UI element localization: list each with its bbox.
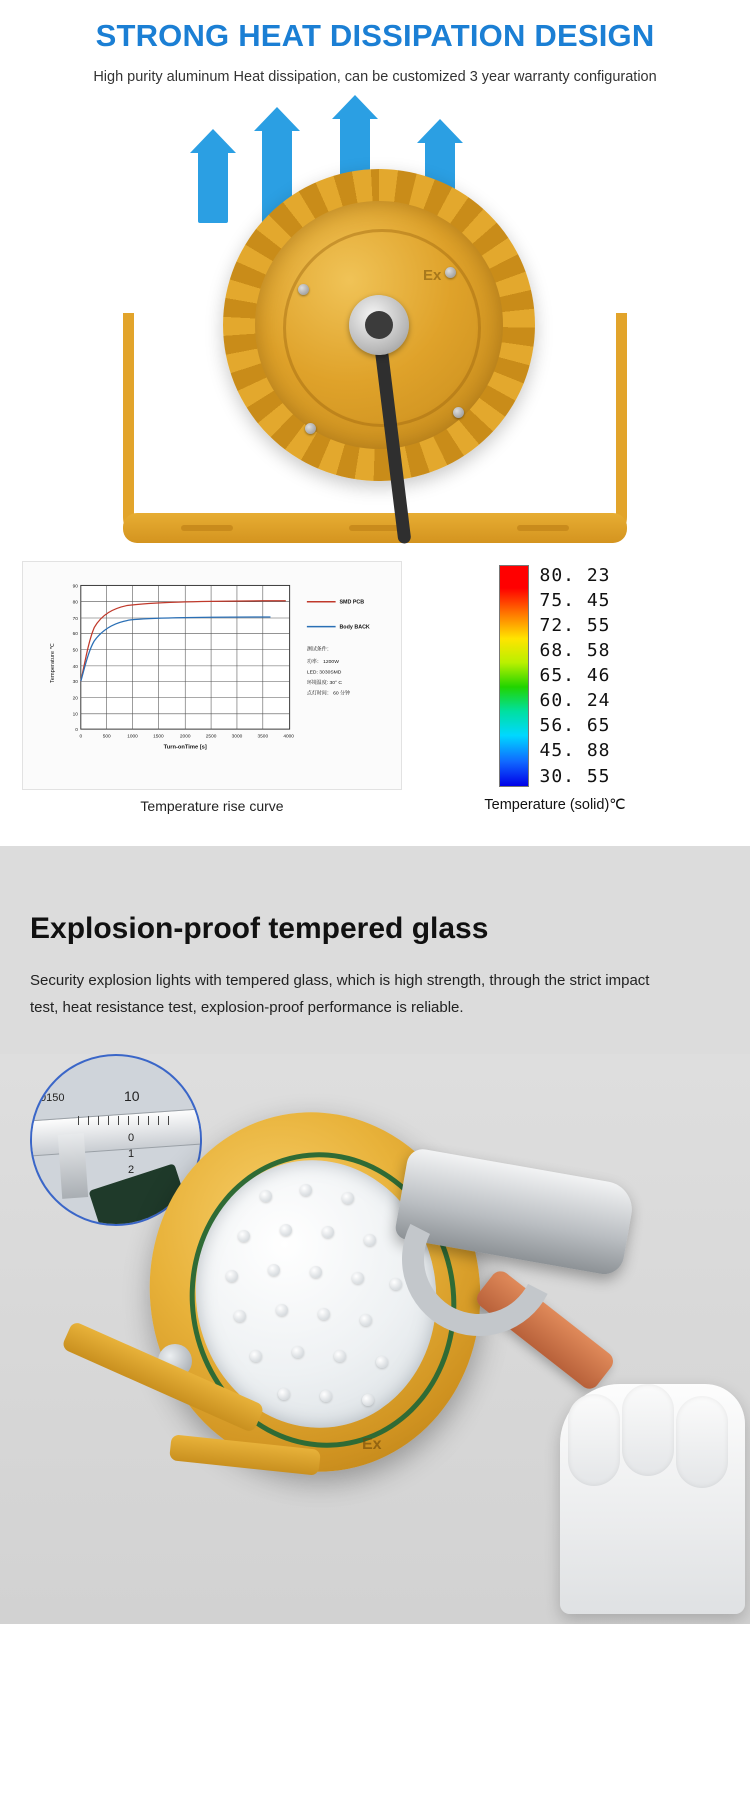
ex-mark-label-2: Ex [362, 1435, 382, 1453]
svg-text:70: 70 [72, 616, 78, 622]
svg-text:4000: 4000 [283, 734, 294, 740]
chart-svg [31, 570, 395, 780]
svg-text:SMD PCB: SMD PCB [339, 599, 365, 606]
svg-text:点灯时间： 60 分钟: 点灯时间： 60 分钟 [306, 690, 350, 697]
led-chip [292, 1346, 304, 1358]
temperature-scale-caption: Temperature (solid)℃ [484, 796, 626, 813]
svg-text:20: 20 [72, 695, 78, 701]
section-one-title: STRONG HEAT DISSIPATION DESIGN [95, 18, 655, 53]
tempered-glass-section [0, 846, 750, 1624]
heat-dissipation-section [0, 0, 750, 832]
svg-text:1500: 1500 [153, 734, 164, 740]
temperature-color-bar [499, 565, 529, 787]
caliper-tick [98, 1116, 99, 1125]
impact-test-image [0, 1054, 750, 1624]
led-chip [238, 1230, 250, 1242]
led-chip [376, 1356, 388, 1368]
led-chip [352, 1272, 364, 1284]
scale-value-8: 30. 55 [539, 765, 611, 787]
chart-row [0, 555, 750, 832]
caliper-tick [128, 1116, 129, 1125]
led-chip [268, 1264, 280, 1276]
lamp-bracket-base [123, 513, 627, 543]
scale-value-4: 65. 46 [539, 665, 611, 686]
svg-text:30: 30 [72, 679, 78, 685]
cable-gland-center [365, 311, 393, 339]
housing-screw-4 [305, 423, 316, 434]
caliper-label-1: 1 [128, 1147, 135, 1160]
caliper-tick [118, 1116, 119, 1125]
svg-text:3000: 3000 [231, 734, 243, 740]
caliper-tick [88, 1116, 89, 1125]
bracket-slot-left [181, 525, 233, 531]
svg-text:Turn-onTime [s]: Turn-onTime [s] [163, 743, 207, 750]
led-chip [318, 1308, 330, 1320]
svg-text:10: 10 [72, 712, 78, 718]
led-chip [278, 1388, 290, 1400]
caliper-label-2: 2 [128, 1163, 135, 1176]
lamp-hero-image [0, 95, 750, 555]
scale-value-5: 60. 24 [539, 690, 611, 712]
led-chip [280, 1224, 292, 1236]
svg-text:测试条件：: 测试条件： [306, 646, 332, 653]
svg-text:2500: 2500 [205, 734, 217, 740]
led-chip [300, 1184, 312, 1196]
svg-text:LED: 3030SMD: LED: 3030SMD [306, 669, 342, 676]
scale-value-1: 75. 45 [539, 589, 611, 611]
housing-screw-2 [445, 267, 456, 278]
temperature-scale-labels [539, 565, 610, 787]
led-chip [276, 1304, 288, 1316]
temperature-chart-card [22, 561, 402, 790]
svg-text:40: 40 [72, 664, 78, 670]
led-chip [362, 1394, 374, 1406]
svg-text:80: 80 [72, 600, 78, 606]
scale-value-0: 80. 23 [539, 564, 611, 586]
svg-text:2000: 2000 [179, 734, 191, 740]
svg-text:0: 0 [75, 727, 78, 733]
svg-text:60: 60 [72, 631, 78, 637]
led-chip [234, 1310, 246, 1322]
svg-text:0: 0 [79, 734, 83, 740]
svg-text:功率： 1200W: 功率： 1200W [306, 658, 339, 665]
caliper-label-0150: 0150 [40, 1091, 65, 1104]
led-chip [322, 1226, 334, 1238]
led-chip [310, 1266, 322, 1278]
work-glove [560, 1384, 745, 1614]
svg-text:Body BACK: Body BACK [339, 624, 370, 631]
glove-finger [568, 1394, 620, 1486]
svg-text:3500: 3500 [257, 734, 269, 740]
caliper-tick [108, 1116, 109, 1125]
led-chip [320, 1390, 332, 1402]
led-chip [226, 1270, 238, 1282]
caliper-label-0: 0 [128, 1131, 135, 1144]
caliper-tick [148, 1116, 149, 1125]
temperature-chart-block [22, 561, 402, 814]
svg-text:Temperature ℃: Temperature ℃ [49, 642, 56, 683]
temperature-scale [420, 565, 690, 787]
glove-finger [622, 1384, 674, 1476]
svg-text:1000: 1000 [127, 734, 138, 740]
caliper-label-10: 10 [124, 1087, 140, 1104]
led-chip [260, 1190, 272, 1202]
led-chip [364, 1234, 376, 1246]
scale-value-2: 72. 55 [539, 614, 611, 636]
glove-finger [676, 1396, 728, 1488]
scale-value-6: 56. 65 [539, 715, 611, 737]
svg-text:50: 50 [72, 648, 78, 654]
scale-value-3: 68. 58 [539, 639, 611, 661]
led-chip [342, 1192, 354, 1204]
scale-value-7: 45. 88 [539, 740, 611, 762]
temperature-rise-plot [31, 570, 393, 785]
caliper-jaw [58, 1133, 88, 1199]
bracket-slot-right [517, 525, 569, 531]
section-two-paragraph: Security explosion lights with tempered glass, which is high strength, through the strict impact test, heat resistance test, explosion-proof performance is reliable. [30, 972, 650, 1016]
svg-text:90: 90 [72, 583, 78, 589]
led-chip [390, 1278, 402, 1290]
ex-mark-label: Ex [423, 266, 442, 284]
housing-screw-3 [453, 407, 464, 418]
section-two-title: Explosion-proof tempered glass [30, 912, 489, 946]
led-chip [360, 1314, 372, 1326]
temperature-scale-block [420, 561, 690, 813]
led-chip [334, 1350, 346, 1362]
bracket-slot-center [349, 525, 401, 531]
svg-text:500: 500 [102, 734, 111, 740]
svg-text:环境温度: 30° C: 环境温度: 30° C [306, 679, 342, 686]
section-one-subtitle: High purity aluminum Heat dissipation, can be customized 3 year warranty configuration [93, 68, 657, 85]
led-chip [250, 1350, 262, 1362]
caliper-tick [78, 1116, 79, 1125]
housing-screw-1 [298, 284, 309, 295]
caliper-tick [138, 1116, 139, 1125]
lamp-illustration [115, 163, 635, 543]
chart-caption: Temperature rise curve [140, 797, 284, 814]
